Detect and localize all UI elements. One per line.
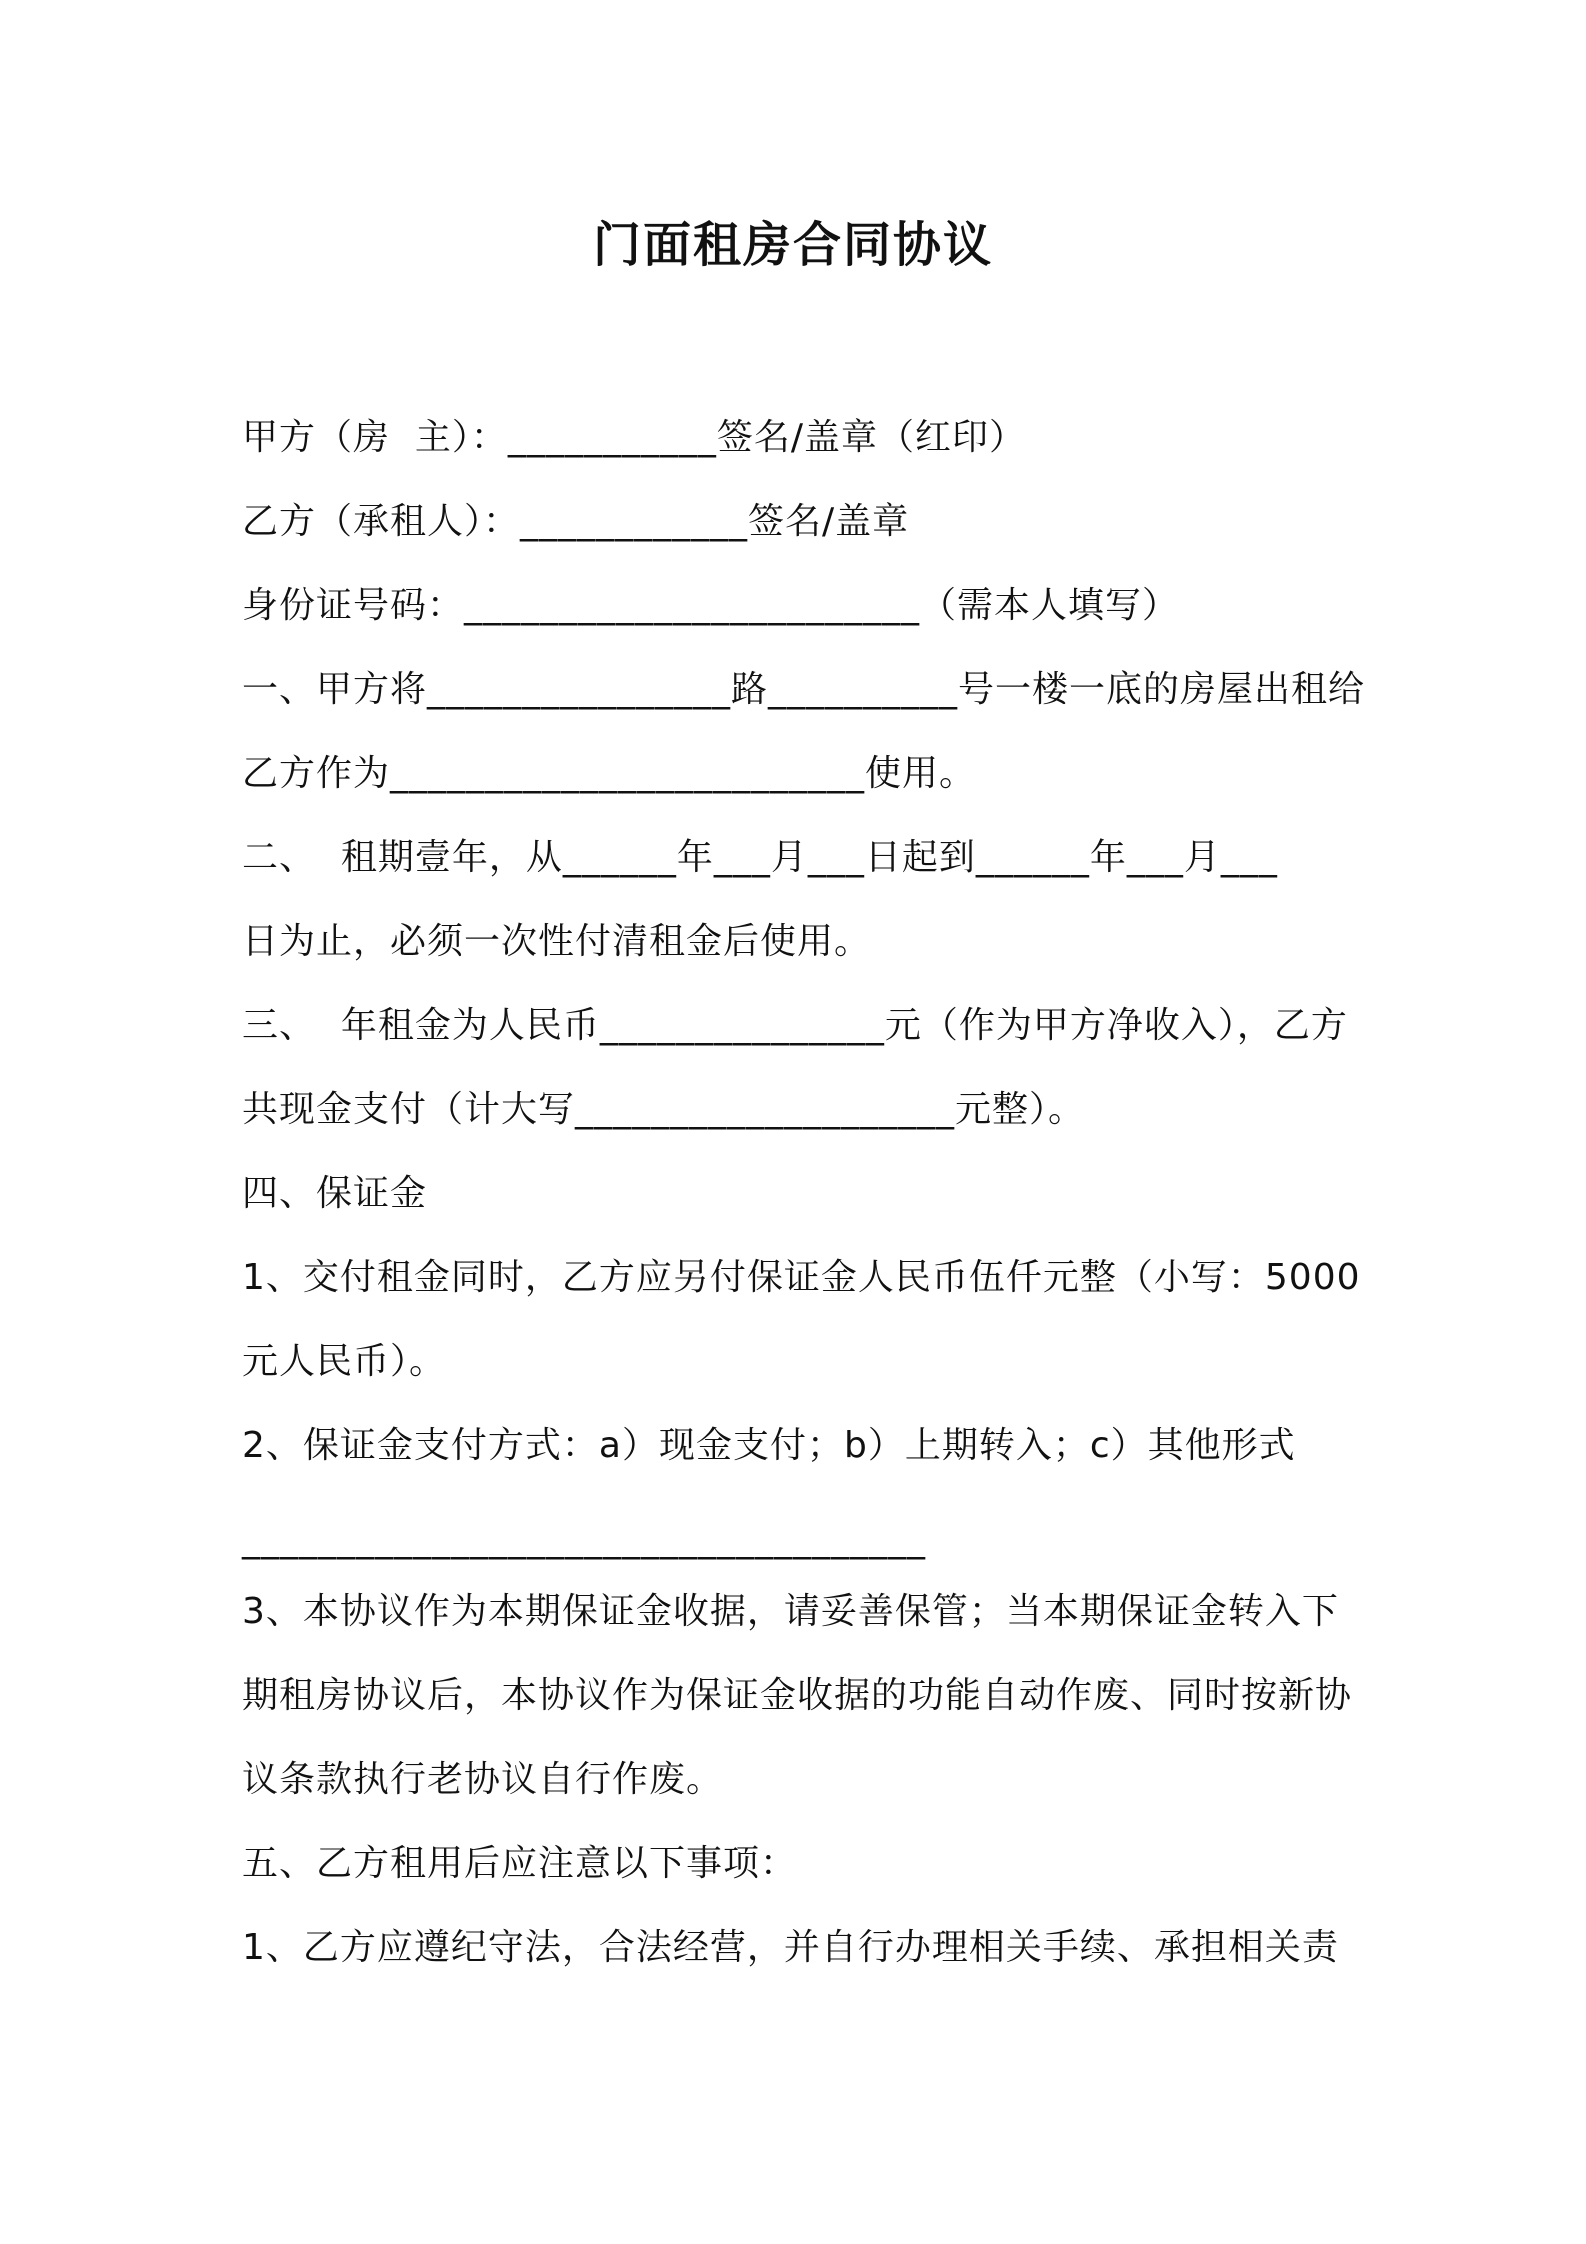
clause-4-item-3-line-1: 3、本协议作为本期保证金收据，请妥善保管；当本期保证金转入下	[242, 1591, 1339, 1632]
clause-2-line-1: 二、 租期壹年，从______年___月___日起到______年___月___	[242, 837, 1278, 878]
clause-4-item-3-line-2: 期租房协议后，本协议作为保证金收据的功能自动作废、同时按新协	[242, 1675, 1353, 1716]
clause-4-item-3-line-3: 议条款执行老协议自行作废。	[242, 1759, 724, 1800]
clause-1-line-2: 乙方作为_________________________使用。	[242, 753, 977, 794]
party-a-line: 甲方（房 主）：___________签名/盖章（红印）	[242, 417, 1027, 458]
clause-1-line-1: 一、甲方将________________路__________号一楼一底的房屋出租给	[242, 669, 1366, 710]
clause-3-line-2: 共现金支付（计大写____________________元整）。	[242, 1089, 1086, 1130]
clause-4-item-1-line-2: 元人民币）。	[242, 1341, 447, 1382]
clause-5-item-1-line-1: 1、乙方应遵纪守法，合法经营，并自行办理相关手续、承担相关责	[242, 1927, 1339, 1968]
clause-4-item-2-blank: ____________________________________	[242, 1519, 926, 1560]
id-number-line: 身份证号码：________________________（需本人填写）	[242, 585, 1180, 626]
clause-4-heading: 四、保证金	[242, 1173, 428, 1214]
document-title: 门面租房合同协议	[592, 217, 993, 273]
clause-3-line-1: 三、 年租金为人民币_______________元（作为甲方净收入），乙方	[242, 1005, 1348, 1046]
clause-4-item-1-line-1: 1、交付租金同时，乙方应另付保证金人民币伍仟元整（小写：5000	[242, 1257, 1361, 1298]
party-b-line: 乙方（承租人）：____________签名/盖章	[242, 501, 910, 542]
clause-5-heading: 五、乙方租用后应注意以下事项：	[242, 1843, 798, 1884]
clause-2-line-2: 日为止，必须一次性付清租金后使用。	[242, 921, 872, 962]
clause-4-item-2-line-1: 2、保证金支付方式：a）现金支付；b）上期转入；c）其他形式	[242, 1425, 1296, 1466]
